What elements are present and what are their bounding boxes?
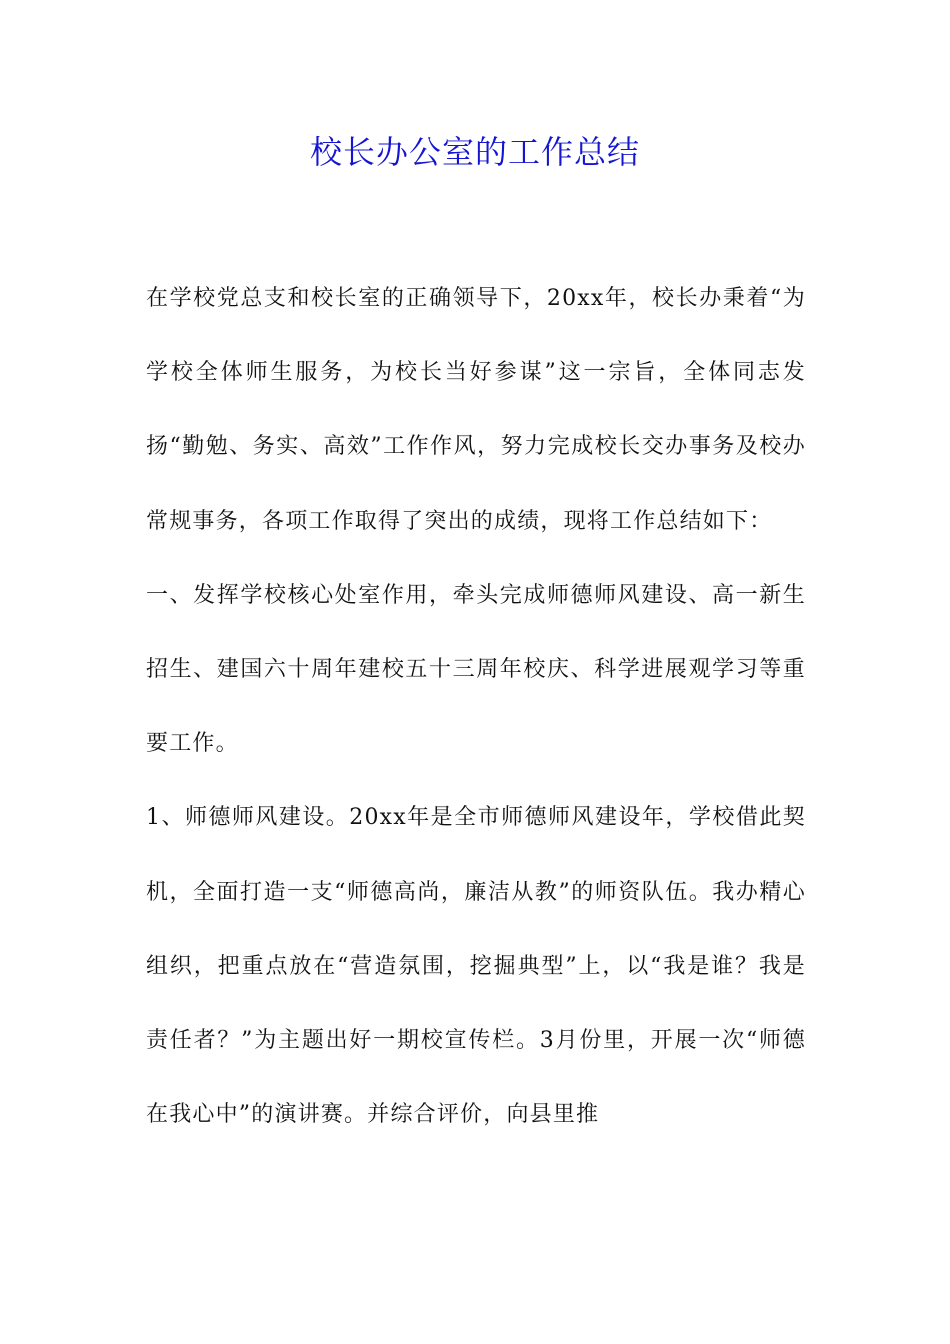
document-title: 校长办公室的工作总结 [309,133,640,171]
paragraph-section-one: 一、发挥学校核心处室作用，牵头完成师德师风建设、高一新生招生、建国六十周年建校五十三周年校庆、科学进展观学习等重要工作。 [146,582,806,757]
paragraph-item-one: 1、师德师风建设。20xx年是全市师德师风建设年，学校借此契机，全面打造一支“师德高尚，廉洁从教”的师资队伍。我办精心组织，把重点放在“营造氛围，挖掘典型”上，以“我是谁？我是责任者？”为主题出好一期校宣传栏。3月份里，开展一次“师德在我心中”的演讲赛。并综合评价，向县里推 [146,805,806,1128]
document-body [146,262,806,1152]
paragraph-intro: 在学校党总支和校长室的正确领导下，20xx年，校长办秉着“为学校全体师生服务，为校长当好参谋”这一宗旨，全体同志发扬“勤勉、务实、高效”工作作风，努力完成校长交办事务及校办常规事务，各项工作取得了突出的成绩，现将工作总结如下： [146,286,806,534]
